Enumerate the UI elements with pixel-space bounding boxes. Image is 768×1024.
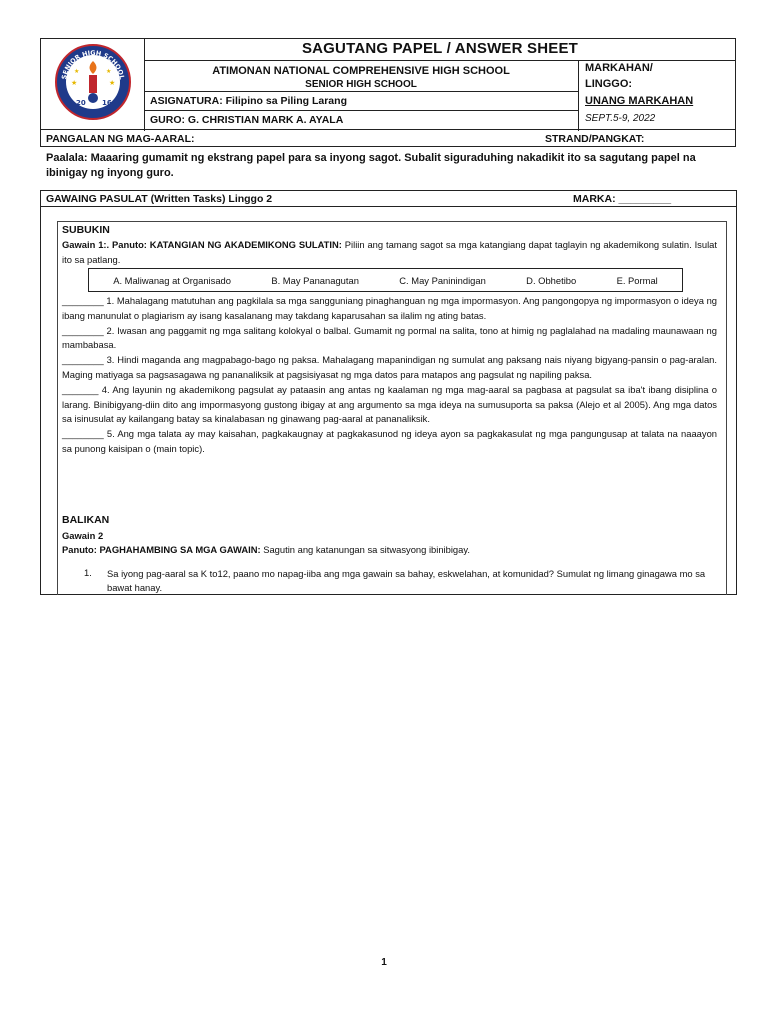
choice-b: B. May Pananagutan	[271, 274, 359, 286]
items-list	[62, 294, 717, 457]
question-text: Sa iyong pag-aaral sa K to12, paano mo napag-iiba ang mga gawain sa bahay, eskwelahan, at komunidad? Sumulat ng limang ginagawa mo sa bawat hanay.	[107, 568, 706, 593]
item-2[interactable]: ________ 2. Iwasan ang paggamit ng mga salitang kolokyal o balbal. Gumamit ng pormal na salita, tono at himig ng paglalahad na madaling maunawaan ng mambabasa.	[62, 324, 717, 351]
school-name: ATIMONAN NATIONAL COMPREHENSIVE HIGH SCHOOL	[212, 65, 510, 77]
quarter-label-2: LINGGO:	[585, 78, 633, 90]
date: SEPT.5-9, 2022	[585, 113, 656, 124]
item-4[interactable]: _______ 4. Ang layunin ng akademikong pagsulat ay pataasin ang antas ng kaalaman ng mga mag-aaral sa pagbasa at pagsulat sa iba't ibang disiplina o larang. Binibigyang-diin dito ang impormasyong gustong ibigay at ang argumento sa mga ideya na sumusuporta sa paksa (Alejo et al 2005). Ang mga datos sa isinusulat ay kailangang batay sa kinalabasan ng ginawang pag-aaral at pananaliksik.	[62, 383, 717, 425]
quarter-label-1: MARKAHAN/	[585, 62, 653, 74]
balikan-heading: BALIKAN	[62, 514, 110, 526]
question-number: 1.	[84, 567, 92, 578]
logo-text: SENIOR HIGH SCHOOL	[60, 48, 126, 80]
gawain-2-panuto-label: Panuto: PAGHAHAMBING SA MGA GAWAIN:	[62, 544, 261, 555]
gawain-2-label: Gawain 2	[62, 530, 104, 541]
task-header-divider	[40, 206, 737, 207]
teacher: GURO: G. CHRISTIAN MARK A. AYALA	[150, 114, 344, 126]
item-3[interactable]: ________ 3. Hindi maganda ang magpabago-bago ng paksa. Mahalagang mapanindigan ng sumulat ang paksang nais niyang bigyang-pansin o pag-aralan. Maging matiyaga sa pagsasagawa ng pananaliksik at pagsisiyasat ng mga datos para matapos ang pagsulat ng napiling paksa.	[62, 354, 717, 380]
school-logo	[54, 43, 132, 121]
choice-c: C. May Paninindigan	[399, 274, 486, 286]
item-1[interactable]: ________ 1. Mahalagang matutuhan ang pagkilala sa mga sangguniang pinaghanguan ng mga impormasyon. Ang pangongopya ng impormasyon o ideya ng ibang manunulat o plagiarism ay isang kasalanang may takdang kaparusahan sa ilalim ng ating batas.	[62, 295, 717, 321]
page-number: 1	[381, 957, 387, 968]
page-title: SAGUTANG PAPEL / ANSWER SHEET	[301, 40, 579, 57]
reminder: Paalala: Maaaring gumamit ng ekstrang papel para sa inyong sagot. Subalit siguraduhing nakadikit ito sa sagutang papel na ibinigay ng inyong guro.	[46, 152, 696, 179]
student-name-label: PANGALAN NG MAG-AARAL:	[46, 133, 195, 145]
header-divider-school	[145, 91, 578, 92]
svg-text:★: ★	[106, 69, 112, 75]
school-sub: SENIOR HIGH SCHOOL	[305, 79, 417, 90]
gawain-1-text: Piliin ang tamang sagot sa mga katangiang dapat taglayin ng akademikong sulatin. Isulat ito sa patlang.	[62, 239, 717, 265]
svg-text:★: ★	[74, 69, 80, 75]
svg-text:★: ★	[71, 80, 78, 87]
choice-e: E. Pormal	[616, 274, 658, 286]
choice-d: D. Obhetibo	[526, 274, 577, 286]
choices-box	[88, 268, 683, 292]
quarter-value: UNANG MARKAHAN	[585, 95, 694, 107]
gawain-1-label: Gawain 1:. Panuto: KATANGIAN NG AKADEMIKONG SULATIN:	[62, 239, 342, 250]
strand-label: STRAND/PANGKAT:	[545, 133, 645, 145]
logo-year-right: 16	[102, 99, 112, 107]
choice-a: A. Maliwanag at Organisado	[113, 274, 231, 286]
gawain-2-instruction	[62, 544, 470, 555]
task-title: GAWAING PASULAT (Written Tasks) Linggo 2	[46, 193, 273, 205]
subukin-heading: SUBUKIN	[62, 224, 110, 236]
gawain-1-instruction	[62, 238, 717, 268]
header-divider-subject	[145, 110, 578, 111]
svg-text:★: ★	[109, 80, 116, 87]
item-5[interactable]: ________ 5. Ang mga talata ay may kaisahan, pagkakaugnay at pagkakasunod ng ideya ayon sa pagkakasulat ng mga pangungusap at talata na naaayon sa punong kaisipan o (main topic).	[62, 428, 717, 454]
logo-year-left: 20	[76, 99, 86, 107]
score-field: MARKA: _________	[573, 193, 672, 205]
subject: ASIGNATURA: Filipino sa Piling Larang	[150, 95, 347, 107]
header-divider-title	[145, 60, 736, 61]
header-divider-quarter	[578, 60, 579, 131]
gawain-2-panuto-text: Sagutin ang katanungan sa sitwasyong ibinibigay.	[260, 544, 470, 555]
